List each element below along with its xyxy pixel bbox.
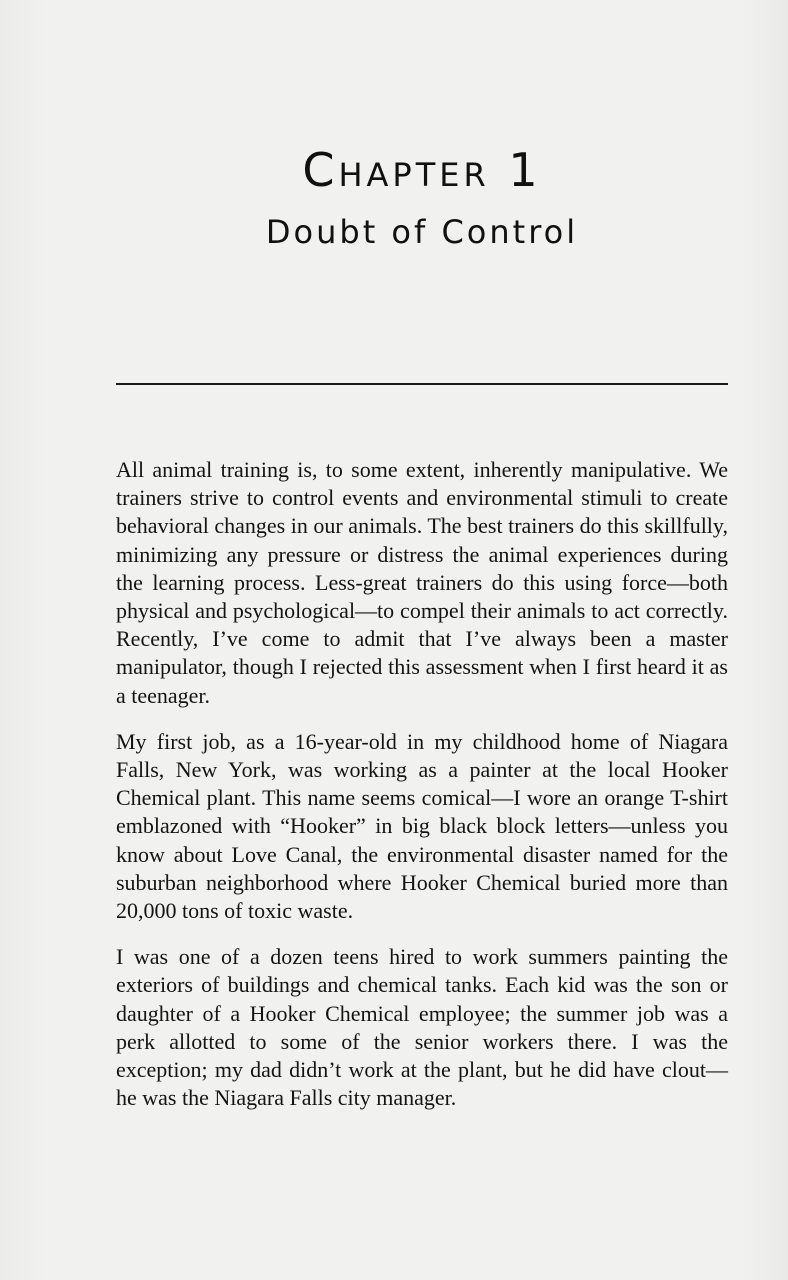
paragraph: My first job, as a 16-year-old in my childhood home of Niagara Falls, New York, was working as a painter at the local Hooker Chemical plant. This name seems comical—I wore an orange T-shirt emblazoned with “Hooker” in big black block letters—unless you know about Love Canal, the environmental disaster named for the suburban neighborhood where Hooker Chemical buried more than 20,000 tons of toxic waste. [116,728,728,924]
paragraph: All animal training is, to some extent, inherently manipulative. We trainers strive to control events and environmental stimuli to create behavioral changes in our animals. The best trainers do this skillfully, minimizing any pressure or distress the animal experiences during the learning process. Less-great trainers do this using force—both physical and psychological—to compel their animals to act correctly. Recently, I’ve come to admit that I’ve always been a master manipulator, though I rejected this assessment when I first heard it as a teenager. [116,457,728,708]
chapter-title: Doubt of Control [265,213,579,251]
heading-divider [116,383,728,385]
chapter-number: Chapter 1 [302,143,542,197]
chapter-body [116,456,728,1130]
chapter-heading [116,140,728,254]
paragraph: I was one of a dozen teens hired to work summers painting the exteriors of buildings and chemical tanks. Each kid was the son or daughter of a Hooker Chemical employee; the summer job was a perk allotted to some of the senior workers there. I was the exception; my dad didn’t work at the plant, but he did have clout—he was the Niagara Falls city manager. [116,944,728,1111]
